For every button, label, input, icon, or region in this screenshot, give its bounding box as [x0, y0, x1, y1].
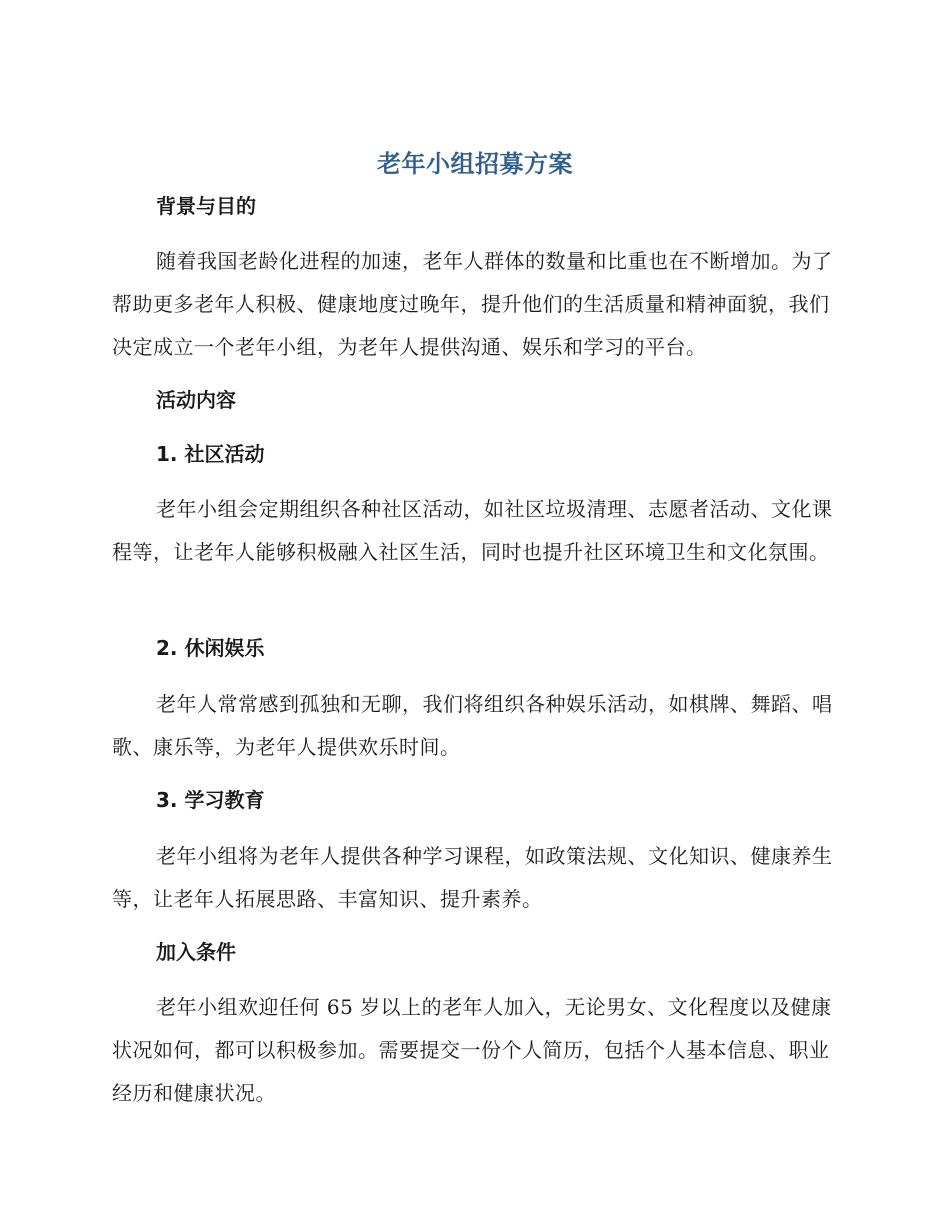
section-heading-activities: 活动内容: [156, 388, 236, 412]
section-heading-leisure: 2. 休闲娱乐: [156, 636, 265, 660]
section-paragraph-background: 随着我国老龄化进程的加速，老年人群体的数量和比重也在不断增加。为了帮助更多老年人积极、健康地度过晚年，提升他们的生活质量和精神面貌，我们决定成立一个老年小组，为老年人提供沟通、娱乐和学习的平台。: [112, 249, 833, 359]
section-heading-education: 3. 学习教育: [156, 788, 265, 812]
section-paragraph-requirements: 老年小组欢迎任何 65 岁以上的老年人加入，无论男女、文化程度以及健康状况如何，都可以积极参加。需要提交一份个人简历，包括个人基本信息、职业经历和健康状况。: [112, 995, 832, 1105]
section-paragraph-leisure: 老年人常常感到孤独和无聊，我们将组织各种娱乐活动，如棋牌、舞蹈、唱歌、康乐等，为老年人提供欢乐时间。: [112, 692, 833, 759]
section-heading-background: 背景与目的: [156, 194, 256, 218]
section-heading-requirements: 加入条件: [156, 940, 236, 964]
section-heading-community: 1. 社区活动: [156, 442, 265, 466]
section-paragraph-education: 老年小组将为老年人提供各种学习课程，如政策法规、文化知识、健康养生等，让老年人拓展思路、丰富知识、提升素养。: [112, 844, 833, 911]
document-title: 老年小组招募方案: [377, 150, 573, 178]
section-paragraph-community: 老年小组会定期组织各种社区活动，如社区垃圾清理、志愿者活动、文化课程等，让老年人能够积极融入社区生活，同时也提升社区环境卫生和文化氛围。: [112, 497, 833, 564]
